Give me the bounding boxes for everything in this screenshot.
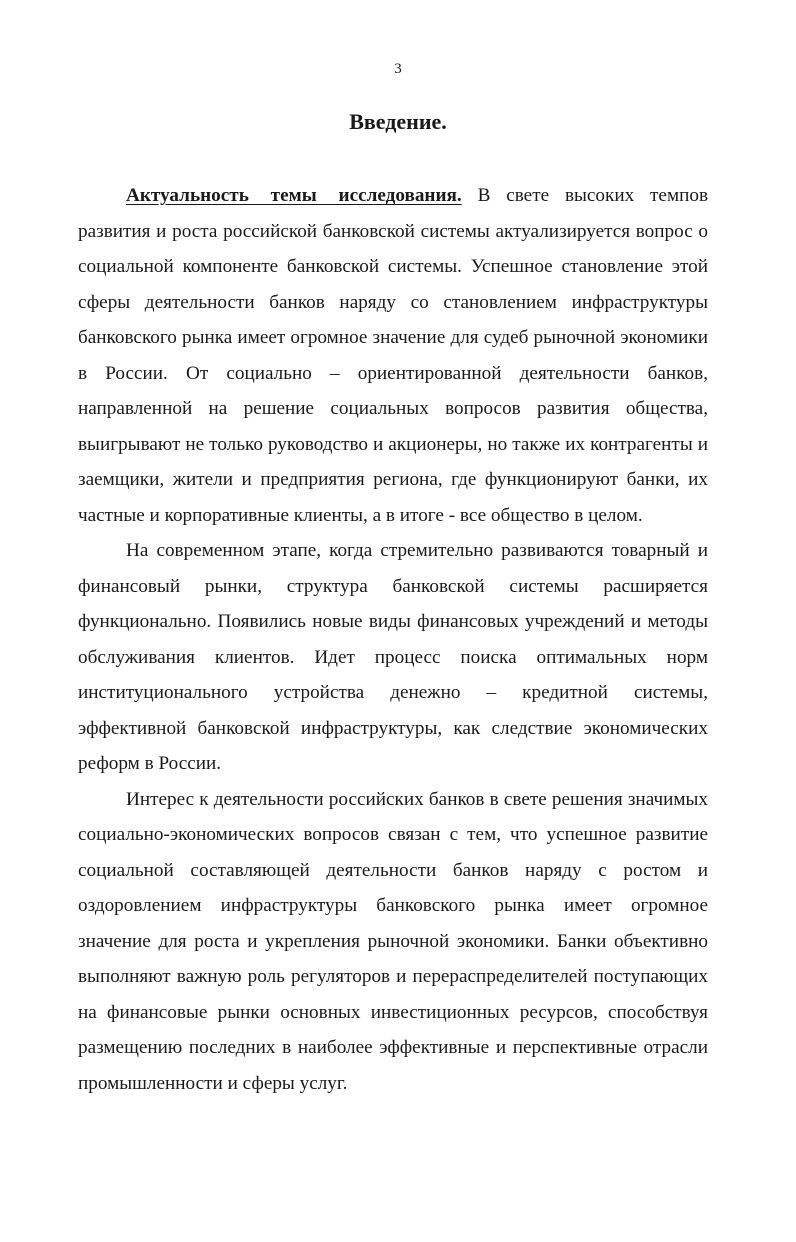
page-number: 3: [394, 61, 402, 77]
body-text: [78, 178, 708, 1101]
paragraph-relevance: [78, 178, 708, 533]
paragraph-current-stage: На современном этапе, когда стремительно развиваются товарный и финансовый рынки, структура банковской системы расширяется функционально. Появились новые виды финансовых учреждений и методы обслуживания клиентов. Идет процесс поиска оптимальных норм институционального устройства денежно – кредитной системы, эффективной банковской инфраструктуры, как следствие экономических реформ в России.: [78, 540, 708, 774]
paragraph-relevance-text: В свете высоких темпов развития и роста российской банковской системы актуализируется вопрос о социальной компоненте банковской системы. Успешное становление этой сферы деятельности банков наряду со становлением инфраструктуры банковского рынка имеет огромное значение для судеб рыночной экономики в России. От социально – ориентированной деятельности банков, направленной на решение социальных вопросов развития общества, выигрывают не только руководство и акционеры, но также их контрагенты и заемщики, жители и предприятия региона, где функционируют банки, их частные и корпоративные клиенты, а в итоге - все общество в целом.: [78, 185, 709, 526]
page-title: Введение.: [349, 109, 447, 134]
paragraph-interest: Интерес к деятельности российских банков в свете решения значимых социально-экономических вопросов связан с тем, что успешное развитие социальной составляющей деятельности банков наряду с ростом и оздоровлением инфраструктуры банковского рынка имеет огромное значение для роста и укрепления рыночной экономики. Банки объективно выполняют важную роль регуляторов и перераспределителей поступающих на финансовые рынки основных инвестиционных ресурсов, способствуя размещению последних в наиболее эффективные и перспективные отрасли промышленности и сферы услуг.: [78, 788, 708, 1094]
section-label-relevance: Актуальность темы исследования.: [126, 185, 462, 206]
